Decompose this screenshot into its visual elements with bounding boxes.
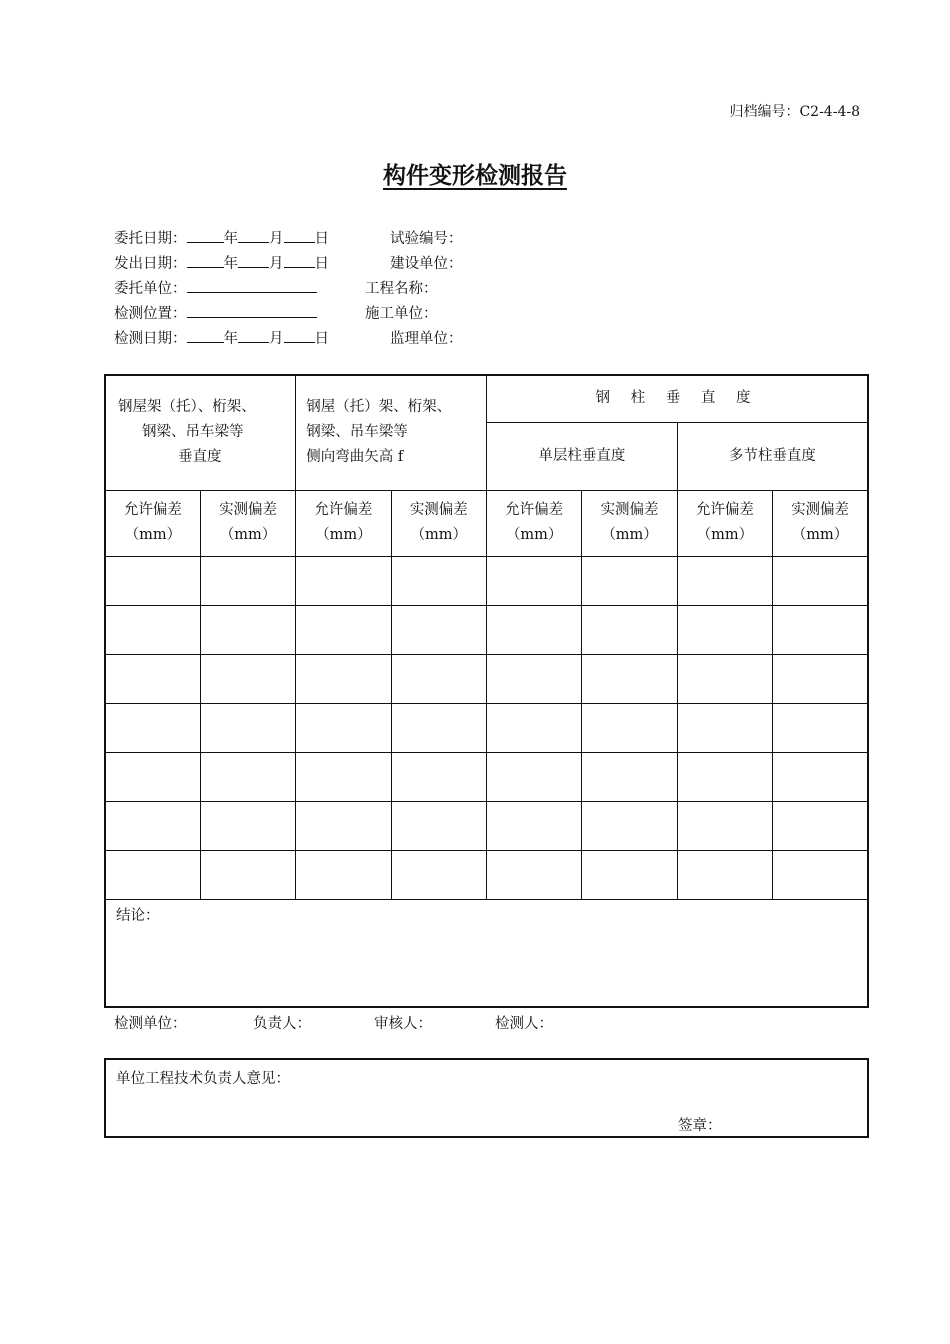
- data-cell[interactable]: [582, 654, 677, 703]
- data-cell[interactable]: [391, 851, 486, 900]
- data-cell[interactable]: [487, 556, 582, 605]
- data-cell[interactable]: [487, 605, 582, 654]
- data-cell[interactable]: [200, 802, 295, 851]
- data-cell[interactable]: [677, 654, 772, 703]
- unit-label: （mm）: [696, 527, 754, 544]
- table-row: [105, 654, 868, 703]
- data-cell[interactable]: [773, 556, 868, 605]
- table-row: [105, 802, 868, 851]
- data-cell[interactable]: [677, 753, 772, 802]
- data-cell[interactable]: [677, 605, 772, 654]
- measured-label: 实测偏差: [409, 502, 468, 519]
- table-row: [105, 753, 868, 802]
- label: 委托单位：: [114, 281, 187, 297]
- reviewer-label: 审核人：: [374, 1016, 432, 1032]
- year-field[interactable]: [187, 227, 224, 243]
- table-row: [105, 556, 868, 605]
- data-cell[interactable]: [200, 703, 295, 752]
- unit-label: （mm）: [601, 527, 658, 544]
- data-cell[interactable]: [105, 753, 200, 802]
- conclusion-row: [105, 900, 868, 1007]
- data-cell[interactable]: [296, 556, 391, 605]
- month-field[interactable]: [238, 327, 269, 343]
- unit-label: （mm）: [791, 527, 849, 544]
- data-cell[interactable]: [391, 802, 486, 851]
- data-cell[interactable]: [487, 703, 582, 752]
- month-field[interactable]: [238, 252, 269, 268]
- col-allow-4: [677, 490, 772, 556]
- unit-label: （mm）: [124, 527, 182, 544]
- col-measured-1: [200, 490, 295, 556]
- opinion-box[interactable]: [104, 1058, 869, 1138]
- data-cell[interactable]: [487, 654, 582, 703]
- data-cell[interactable]: [105, 851, 200, 900]
- data-cell[interactable]: [200, 605, 295, 654]
- cat1-line2: 钢梁、吊车梁等: [142, 424, 244, 441]
- location-field[interactable]: [187, 302, 317, 318]
- data-cell[interactable]: [391, 556, 486, 605]
- year-field[interactable]: [187, 327, 224, 343]
- label: 委托日期：: [114, 231, 187, 247]
- cat1-line1: 钢屋架（托）、桁架、: [118, 399, 256, 416]
- archive-number: 归档编号：C2-4-4-8: [729, 104, 860, 120]
- sub-header-single-layer: 单层柱垂直度: [487, 422, 678, 490]
- inspection-unit-label: 检测单位：: [114, 1016, 187, 1032]
- cat2-line1: 钢屋（托）架、桁架、: [306, 399, 452, 416]
- cat-header-lateral-bending: [296, 375, 487, 490]
- label: 检测日期：: [114, 331, 187, 347]
- data-cell[interactable]: [582, 703, 677, 752]
- data-cell[interactable]: [105, 802, 200, 851]
- col-allow-3: [487, 490, 582, 556]
- data-cell[interactable]: [487, 802, 582, 851]
- construction-unit-label: 建设单位：: [390, 256, 463, 272]
- unit-label: （mm）: [410, 527, 468, 544]
- col-allow-2: [296, 490, 391, 556]
- cat-header-verticality: [105, 375, 296, 490]
- data-cell[interactable]: [296, 851, 391, 900]
- title-text: 构件变形检测报告: [383, 163, 567, 189]
- data-cell[interactable]: [582, 753, 677, 802]
- col-measured-3: [582, 490, 677, 556]
- deformation-table: [104, 374, 869, 1008]
- day-label: 日: [314, 231, 329, 247]
- data-cell[interactable]: [582, 556, 677, 605]
- year-field[interactable]: [187, 252, 224, 268]
- project-name-label: 工程名称：: [365, 281, 438, 297]
- data-cell[interactable]: [582, 802, 677, 851]
- signature-row: [114, 1012, 874, 1032]
- data-cell[interactable]: [296, 802, 391, 851]
- data-cell[interactable]: [677, 851, 772, 900]
- contractor-label: 施工单位：: [365, 306, 438, 322]
- day-field[interactable]: [284, 252, 315, 268]
- data-cell[interactable]: [391, 753, 486, 802]
- leader-label: 负责人：: [253, 1016, 311, 1032]
- day-label: 日: [314, 256, 329, 272]
- col-allow-1: [105, 490, 200, 556]
- data-cell[interactable]: [487, 851, 582, 900]
- data-cell[interactable]: [296, 703, 391, 752]
- year-label: 年: [223, 331, 238, 347]
- commission-unit-field[interactable]: [187, 277, 317, 293]
- allow-label: 允许偏差: [123, 502, 182, 519]
- opinion-label: 单位工程技术负责人意见：: [116, 1071, 290, 1087]
- allow-label: 允许偏差: [505, 502, 564, 519]
- data-cell[interactable]: [391, 605, 486, 654]
- conclusion-cell[interactable]: [105, 900, 868, 1007]
- col-measured-4: [773, 490, 868, 556]
- data-cell[interactable]: [582, 851, 677, 900]
- data-cell[interactable]: [296, 753, 391, 802]
- header-row-3: [105, 490, 868, 556]
- data-cell[interactable]: [105, 703, 200, 752]
- header-row-1: [105, 375, 868, 422]
- label: 发出日期：: [114, 256, 187, 272]
- data-cell[interactable]: [296, 654, 391, 703]
- supervision-unit-label: 监理单位：: [390, 331, 463, 347]
- year-label: 年: [223, 231, 238, 247]
- data-cell[interactable]: [105, 654, 200, 703]
- cat2-line3: 侧向弯曲矢高 f: [306, 449, 404, 466]
- data-cell[interactable]: [200, 556, 295, 605]
- data-cell[interactable]: [677, 703, 772, 752]
- day-field[interactable]: [284, 227, 315, 243]
- month-field[interactable]: [238, 227, 269, 243]
- data-cell[interactable]: [582, 605, 677, 654]
- unit-label: （mm）: [219, 527, 277, 544]
- label: 检测位置：: [114, 306, 187, 322]
- data-cell[interactable]: [200, 753, 295, 802]
- day-label: 日: [314, 331, 329, 347]
- sub-header-multi-section: 多节柱垂直度: [677, 422, 868, 490]
- data-cell[interactable]: [773, 802, 868, 851]
- inspector-label: 检测人：: [495, 1016, 553, 1032]
- data-cell[interactable]: [677, 556, 772, 605]
- data-cell[interactable]: [105, 605, 200, 654]
- measured-label: 实测偏差: [600, 502, 659, 519]
- table-row: [105, 605, 868, 654]
- year-label: 年: [223, 256, 238, 272]
- month-label: 月: [269, 331, 284, 347]
- data-cell[interactable]: [773, 654, 868, 703]
- allow-label: 允许偏差: [314, 502, 373, 519]
- data-cell[interactable]: [773, 703, 868, 752]
- measured-label: 实测偏差: [219, 502, 278, 519]
- data-cell[interactable]: [296, 605, 391, 654]
- measured-label: 实测偏差: [791, 502, 850, 519]
- data-cell[interactable]: [105, 556, 200, 605]
- unit-label: （mm）: [315, 527, 372, 544]
- test-number-label: 试验编号：: [390, 231, 463, 247]
- table-row: [105, 851, 868, 900]
- month-label: 月: [269, 231, 284, 247]
- data-cell[interactable]: [200, 654, 295, 703]
- col-measured-2: [391, 490, 486, 556]
- data-cell[interactable]: [773, 605, 868, 654]
- data-cell[interactable]: [677, 802, 772, 851]
- cat-header-steel-column: 钢 柱 垂 直 度: [487, 375, 869, 422]
- data-cell[interactable]: [773, 753, 868, 802]
- cat1-line3: 垂直度: [178, 449, 222, 466]
- data-cell[interactable]: [391, 654, 486, 703]
- table-row: [105, 703, 868, 752]
- seal-label: 签章：: [678, 1118, 722, 1134]
- data-cell[interactable]: [200, 851, 295, 900]
- unit-label: （mm）: [505, 527, 563, 544]
- page-title: [0, 157, 950, 190]
- data-cell[interactable]: [773, 851, 868, 900]
- allow-label: 允许偏差: [695, 502, 754, 519]
- conclusion-label: 结论：: [116, 908, 160, 925]
- day-field[interactable]: [284, 327, 315, 343]
- cat2-line2: 钢梁、吊车梁等: [306, 424, 408, 441]
- month-label: 月: [269, 256, 284, 272]
- data-cell[interactable]: [487, 753, 582, 802]
- data-cell[interactable]: [391, 703, 486, 752]
